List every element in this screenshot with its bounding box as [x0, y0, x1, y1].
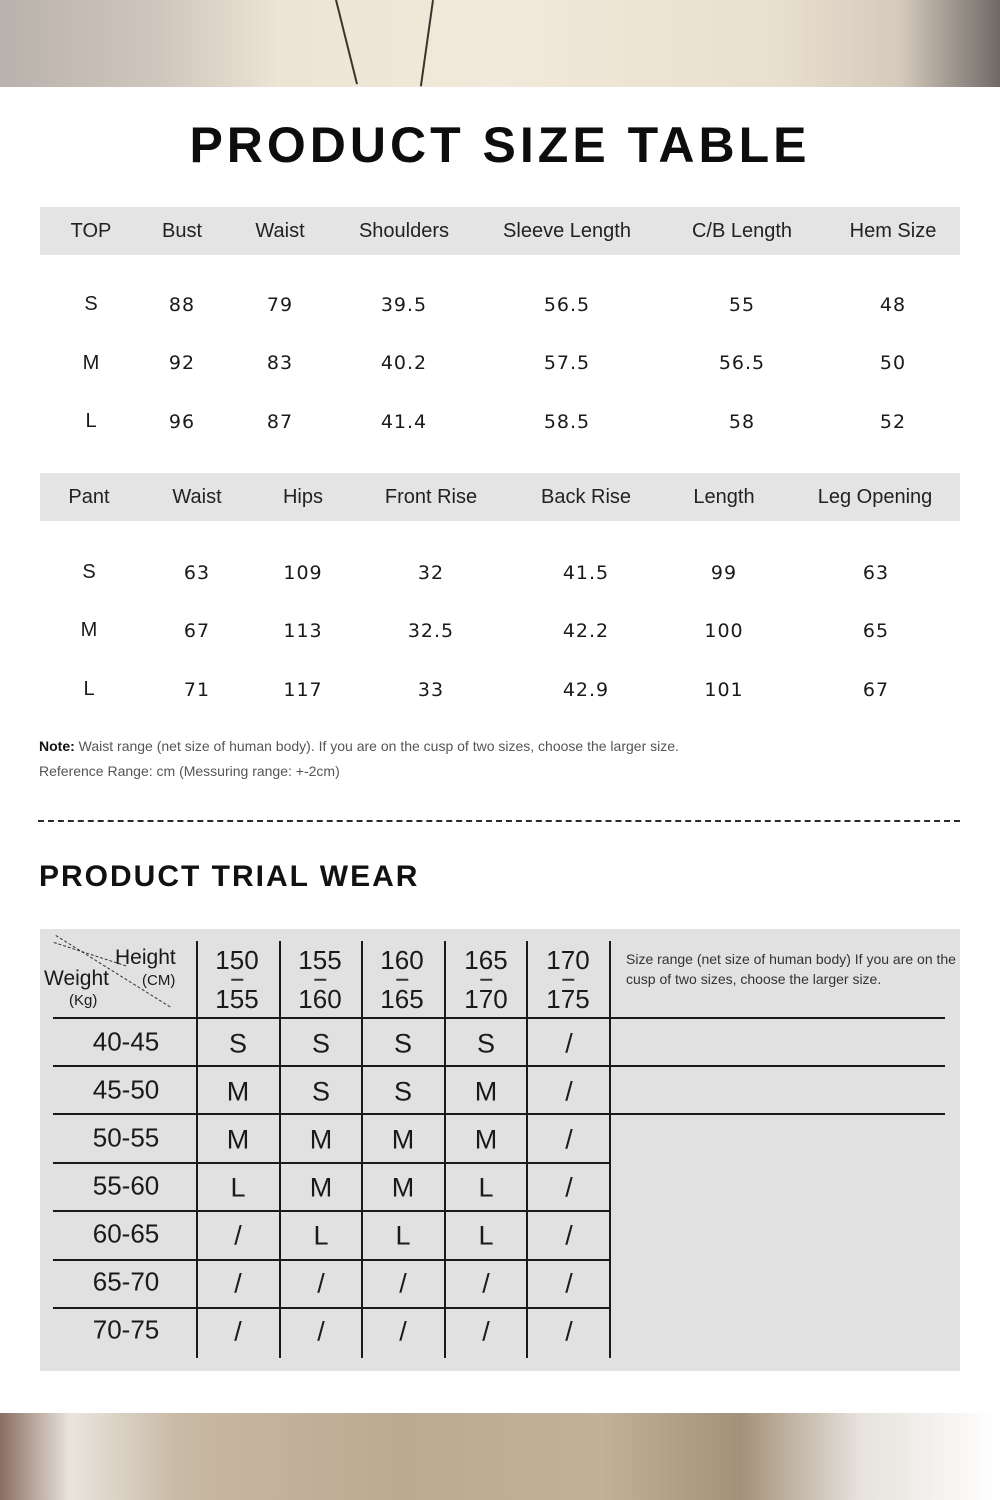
table-cell: 33: [417, 679, 445, 701]
drawstring-cord: [335, 0, 358, 84]
table-cell: 117: [283, 679, 323, 701]
top-header-cell: TOP: [70, 220, 112, 242]
drawstring-cord: [420, 0, 434, 86]
height-from: 160: [380, 944, 424, 975]
table-cell: 79: [266, 294, 294, 316]
height-to: 165: [380, 983, 424, 1014]
weight-unit-label: (Kg): [69, 992, 98, 1009]
product-photo-bottom: [0, 1413, 1000, 1500]
weight-range: 70-75: [92, 1314, 160, 1345]
size-cell: /: [399, 1316, 407, 1347]
size-cell: M: [391, 1124, 415, 1155]
size-cell: L: [313, 1220, 329, 1251]
top-header-cell: Bust: [161, 220, 203, 242]
size-label: L: [85, 410, 97, 432]
pant-header-cell: Back Rise: [540, 486, 632, 508]
pant-header-cell: Leg Opening: [817, 486, 933, 508]
reference-range-note: Reference Range: cm (Messuring range: +-2cm): [39, 763, 340, 779]
size-cell: /: [482, 1316, 490, 1347]
height-axis-label: Height: [115, 946, 176, 969]
table-cell: 58: [728, 411, 756, 433]
table-cell: 41.4: [380, 411, 428, 433]
top-header-cell: C/B Length: [691, 220, 793, 242]
table-cell: 41.5: [562, 562, 610, 584]
size-note: [39, 738, 679, 754]
table-cell: 63: [183, 562, 211, 584]
table-cell: 32: [417, 562, 445, 584]
weight-range: 50-55: [92, 1122, 160, 1153]
size-cell: /: [565, 1172, 573, 1203]
size-cell: S: [393, 1076, 413, 1107]
grid-line: [526, 941, 528, 1358]
trial-wear-table: [40, 929, 960, 1371]
table-cell: 42.9: [562, 679, 610, 701]
grid-line: [361, 941, 363, 1358]
size-cell: S: [476, 1028, 496, 1059]
height-to: 170: [464, 983, 508, 1014]
size-cell: /: [565, 1268, 573, 1299]
grid-line: [444, 941, 446, 1358]
product-photo-top: [0, 0, 1000, 87]
trial-wear-title: PRODUCT TRIAL WEAR: [39, 860, 420, 893]
top-header-cell: Shoulders: [358, 220, 450, 242]
weight-range: 65-70: [92, 1266, 160, 1297]
table-cell: 109: [283, 562, 323, 584]
size-cell: /: [565, 1124, 573, 1155]
table-cell: 32.5: [407, 620, 455, 642]
table-cell: 100: [704, 620, 744, 642]
grid-line: [196, 941, 198, 1358]
page-title: PRODUCT SIZE TABLE: [189, 117, 811, 173]
pant-header-cell: Front Rise: [384, 486, 478, 508]
grid-line: [53, 1307, 609, 1309]
size-label: L: [83, 678, 95, 700]
table-cell: 88: [168, 294, 196, 316]
height-from: 165: [464, 944, 508, 975]
table-cell: 67: [862, 679, 890, 701]
size-cell: M: [309, 1172, 333, 1203]
size-cell: /: [565, 1076, 573, 1107]
size-cell: L: [478, 1220, 494, 1251]
top-table-header: [40, 207, 960, 255]
height-range: [464, 944, 508, 1014]
table-cell: 63: [862, 562, 890, 584]
table-cell: 71: [183, 679, 211, 701]
size-cell: M: [226, 1076, 250, 1107]
pant-table-header: [40, 473, 960, 521]
size-cell: /: [565, 1220, 573, 1251]
weight-axis-label: Weight: [44, 967, 109, 990]
weight-range: 45-50: [92, 1074, 160, 1105]
size-label: S: [84, 293, 98, 315]
height-from: 150: [215, 944, 259, 975]
size-cell: /: [482, 1268, 490, 1299]
size-cell: L: [230, 1172, 246, 1203]
height-to: 155: [215, 983, 259, 1014]
table-cell: 52: [879, 411, 907, 433]
grid-line: [53, 1210, 609, 1212]
height-range: [215, 944, 259, 1014]
table-cell: 101: [704, 679, 744, 701]
pant-header-cell: Length: [693, 486, 755, 508]
size-cell: /: [234, 1220, 242, 1251]
top-header-cell: Sleeve Length: [503, 220, 631, 242]
size-cell: /: [317, 1316, 325, 1347]
pant-header-cell: Hips: [282, 486, 324, 508]
size-label: M: [82, 352, 100, 374]
table-cell: 55: [728, 294, 756, 316]
weight-range: 55-60: [92, 1170, 160, 1201]
height-range: [546, 944, 590, 1014]
size-cell: M: [226, 1124, 250, 1155]
grid-line: [53, 1162, 609, 1164]
section-divider: [38, 820, 960, 822]
table-cell: 87: [266, 411, 294, 433]
table-cell: 99: [710, 562, 738, 584]
size-cell: /: [399, 1268, 407, 1299]
size-cell: /: [234, 1316, 242, 1347]
note-text: Waist range (net size of human body). If you are on the cusp of two sizes, choose the larger size.: [74, 738, 679, 754]
table-cell: 56.5: [543, 294, 591, 316]
size-cell: S: [393, 1028, 413, 1059]
table-cell: 42.2: [562, 620, 610, 642]
table-cell: 65: [862, 620, 890, 642]
top-header-cell: Hem Size: [849, 220, 937, 242]
size-cell: /: [234, 1268, 242, 1299]
height-to: 175: [546, 983, 590, 1014]
grid-line: [53, 1259, 609, 1261]
size-cell: S: [311, 1028, 331, 1059]
size-cell: /: [317, 1268, 325, 1299]
size-cell: M: [309, 1124, 333, 1155]
size-cell: L: [478, 1172, 494, 1203]
table-cell: 56.5: [718, 352, 766, 374]
top-header-cell: Waist: [255, 220, 305, 242]
table-cell: 48: [879, 294, 907, 316]
grid-line: [279, 941, 281, 1358]
size-cell: /: [565, 1316, 573, 1347]
table-cell: 113: [283, 620, 323, 642]
table-cell: 92: [168, 352, 196, 374]
size-label: M: [80, 619, 98, 641]
size-label: S: [82, 561, 96, 583]
table-cell: 50: [879, 352, 907, 374]
note-label: Note:: [39, 738, 75, 754]
trial-side-note: Size range (net size of human body) If you are on the cusp of two sizes, choose the larger size.: [626, 951, 956, 987]
size-cell: M: [391, 1172, 415, 1203]
height-range: [298, 944, 342, 1014]
weight-range: 60-65: [92, 1218, 160, 1249]
height-from: 170: [546, 944, 590, 975]
size-cell: S: [311, 1076, 331, 1107]
table-cell: 96: [168, 411, 196, 433]
size-cell: /: [565, 1028, 573, 1059]
grid-line: [609, 941, 611, 1358]
size-cell: L: [395, 1220, 411, 1251]
table-cell: 40.2: [380, 352, 428, 374]
pant-header-cell: Waist: [172, 486, 222, 508]
pant-header-cell: Pant: [68, 486, 110, 508]
size-cell: M: [474, 1076, 498, 1107]
grid-line: [53, 1065, 945, 1067]
size-cell: M: [474, 1124, 498, 1155]
weight-range: 40-45: [92, 1026, 160, 1057]
table-cell: 58.5: [543, 411, 591, 433]
grid-line: [53, 1113, 945, 1115]
height-to: 160: [298, 983, 342, 1014]
height-range: [380, 944, 424, 1014]
table-cell: 67: [183, 620, 211, 642]
size-cell: S: [228, 1028, 248, 1059]
table-cell: 39.5: [380, 294, 428, 316]
height-from: 155: [298, 944, 342, 975]
table-cell: 83: [266, 352, 294, 374]
height-unit-label: (CM): [142, 972, 176, 989]
grid-line: [53, 1017, 945, 1019]
table-cell: 57.5: [543, 352, 591, 374]
